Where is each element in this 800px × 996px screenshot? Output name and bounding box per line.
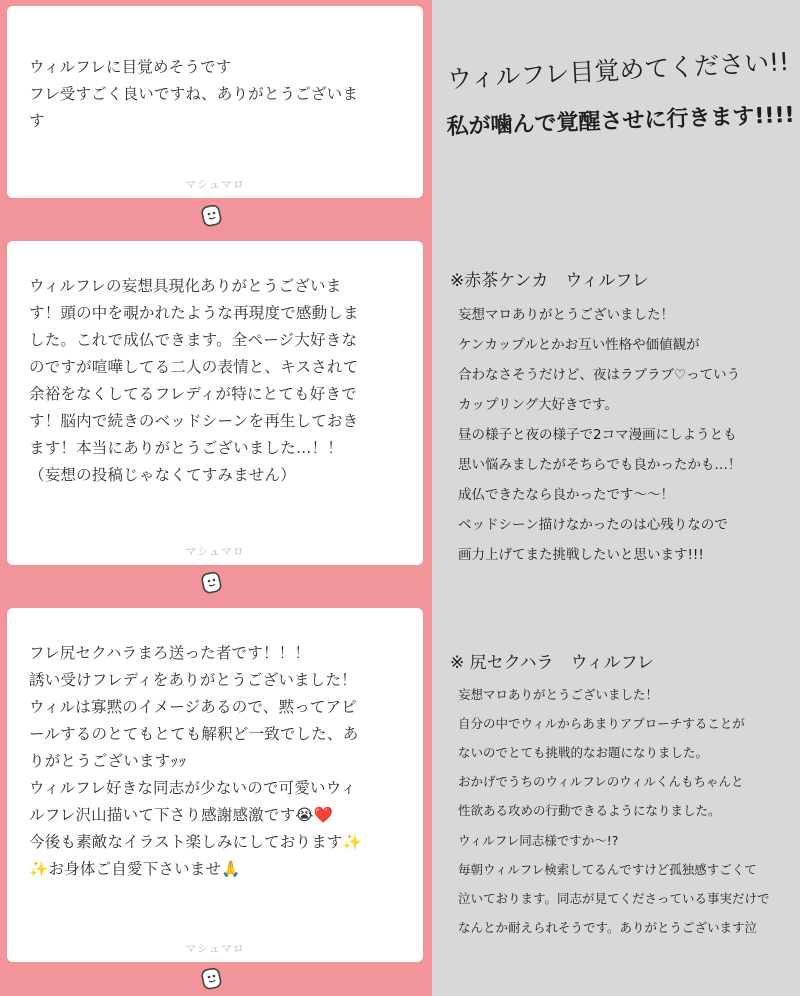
marshmallow-mascot-icon	[199, 570, 225, 596]
card-message: フレ尻セクハラまろ送った者です！！！ 誘い受けフレディをありがとうございました！ ウィルは寡黙のイメージあるので、黙ってアピ ールするのとてもとても解釈ど一致でした、あ りがとうございますｯｯ ウィルフレ好きな同志が少ないので可愛いウィ ルフレ沢山描いて下さり感謝感激です😭❤️ 今後も素敵なイラスト楽しみにしております✨ ✨お身体ご自愛下さいませ🙏	[29, 644, 363, 878]
marshmallow-card-1	[7, 6, 423, 198]
reply-3-body-2: ウィルフレ同志様ですか〜!? 毎朝ウィルフレ検索してるんですけど孤独感すごくて 泣いております。同志が見てくださっている事実だけで なんとか耐えられそうです。ありがとうございます泣	[458, 833, 770, 935]
reply-3-heading: ※ 尻セクハラ ウィルフレ	[450, 653, 654, 673]
marshmallow-mascot-icon	[199, 203, 225, 229]
reply-3-body: 妄想マロありがとうございました！ 自分の中でウィルからあまりアプローチすることが ないのでとても挑戦的なお題になりました。 おかげでうちのウィルフレのウィルくんもちゃんと 性欲ある攻めの行動できるようになりました。	[458, 687, 745, 818]
reply-1-line-1: ウィルフレ目覚めてください!!	[446, 47, 790, 94]
card-message: ウィルフレに目覚めそうです フレ受すごく良いですね、ありがとうございま す	[29, 58, 359, 130]
reply-2-body: 妄想マロありがとうございました！ ケンカップルとかお互い性格や価値観が 合わなさそうだけど、夜はラブラブ♡っていう カップリング大好きです。 昼の様子と夜の様子で2コマ漫画にしようとも 思い悩みましたがそちらでも良かったかも…！ 成仏できたなら良かったです〜〜！ ベッドシーン描けなかったのは心残りなので 画力上げてまた挑戦したいと思います!!!	[458, 307, 742, 563]
marshmallow-card-3	[7, 608, 423, 962]
card-message: ウィルフレの妄想具現化ありがとうございま す！頭の中を覗かれたような再現度で感動しま した。これで成仏できます。全ページ大好きな のですが喧嘩してる二人の表情と、キスされて 余裕をなくしてるフレディが特にとても好きで す！脳内で続きのベッドシーンを再生しておき ます！本当にありがとうございました…！！ （妄想の投稿じゃなくてすみません）	[29, 277, 359, 484]
marshmallow-mascot-icon	[199, 966, 225, 992]
brand-label: マシュマロ	[185, 545, 245, 558]
marshmallow-card-2	[7, 241, 423, 565]
brand-label: マシュマロ	[185, 178, 245, 191]
reply-2-heading: ※赤茶ケンカ ウィルフレ	[450, 271, 649, 291]
brand-label: マシュマロ	[185, 942, 245, 955]
reply-1-line-2: 私が噛んで覚醒させに行きます!!!!	[446, 102, 795, 140]
